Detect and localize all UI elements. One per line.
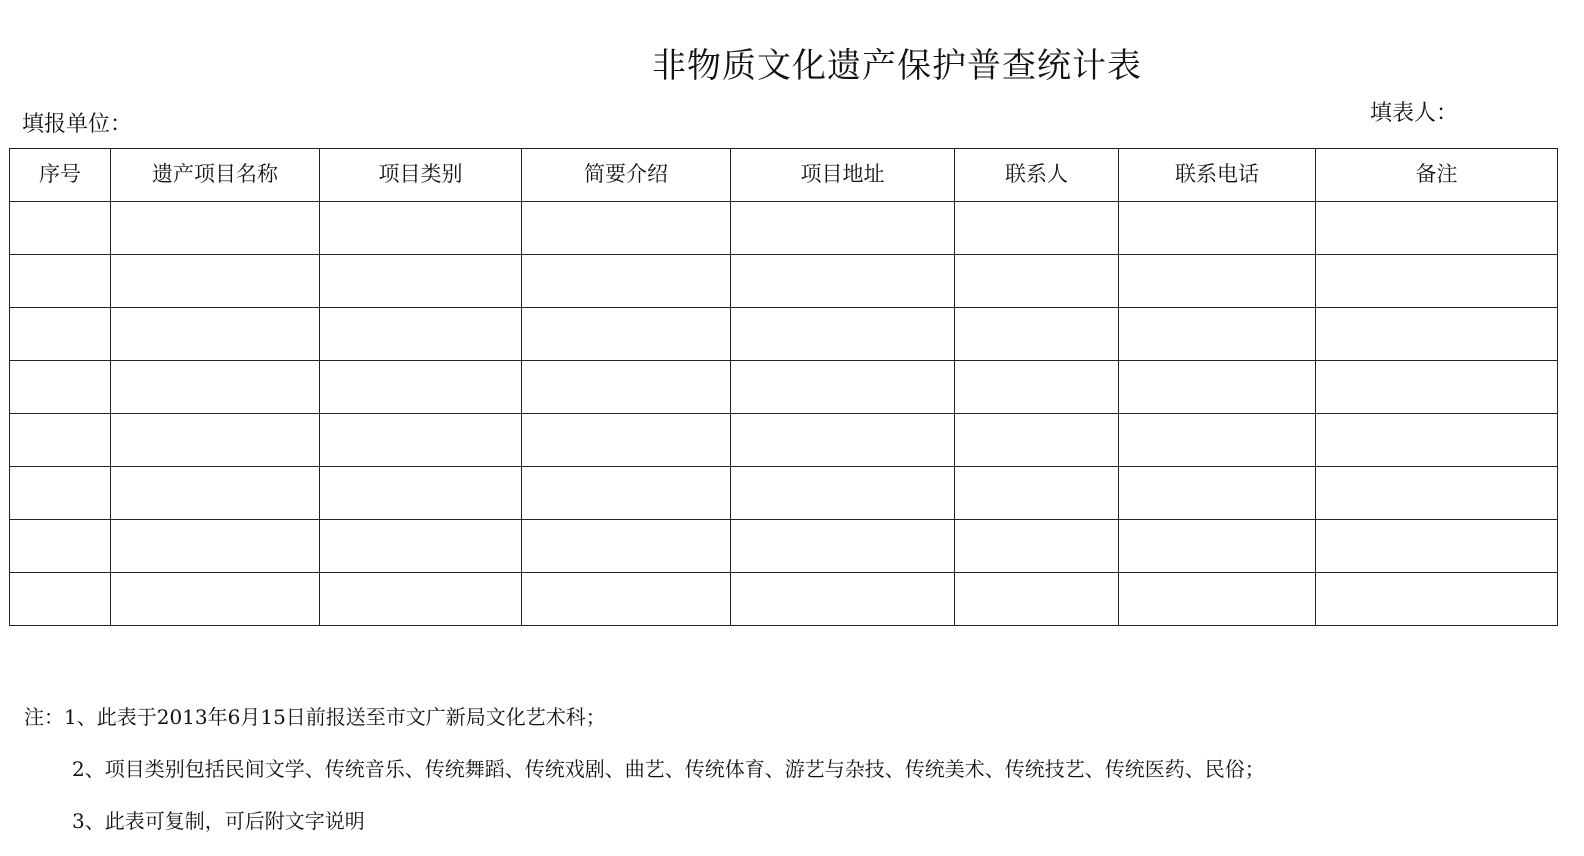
- table-row: [10, 308, 1558, 361]
- table-cell-address[interactable]: [731, 573, 955, 626]
- table-cell-introduction[interactable]: [522, 467, 731, 520]
- table-cell-index[interactable]: [10, 202, 111, 255]
- table-cell-heritage-name[interactable]: [111, 361, 320, 414]
- table-cell-category[interactable]: [320, 414, 522, 467]
- table-cell-index[interactable]: [10, 361, 111, 414]
- table-cell-introduction[interactable]: [522, 414, 731, 467]
- table-cell-category[interactable]: [320, 255, 522, 308]
- table-cell-remarks[interactable]: [1316, 202, 1558, 255]
- column-header-contact-person: 联系人: [955, 149, 1119, 202]
- table-cell-category[interactable]: [320, 361, 522, 414]
- table-cell-index[interactable]: [10, 414, 111, 467]
- reporting-unit-label: 填报单位：: [22, 112, 133, 137]
- column-header-phone: 联系电话: [1119, 149, 1316, 202]
- table-cell-heritage-name[interactable]: [111, 573, 320, 626]
- table-row: [10, 414, 1558, 467]
- table-cell-phone[interactable]: [1119, 414, 1316, 467]
- table-cell-contact-person[interactable]: [955, 520, 1119, 573]
- table-cell-contact-person[interactable]: [955, 573, 1119, 626]
- table-cell-category[interactable]: [320, 467, 522, 520]
- notes-section: [24, 700, 1265, 856]
- form-filler-label: 填表人：: [1370, 101, 1459, 126]
- column-header-index: 序号: [10, 149, 111, 202]
- table-cell-introduction[interactable]: [522, 308, 731, 361]
- table-row: [10, 255, 1558, 308]
- table-cell-category[interactable]: [320, 573, 522, 626]
- table-cell-heritage-name[interactable]: [111, 308, 320, 361]
- table-cell-remarks[interactable]: [1316, 520, 1558, 573]
- table-cell-heritage-name[interactable]: [111, 467, 320, 520]
- table-cell-remarks[interactable]: [1316, 255, 1558, 308]
- column-header-category: 项目类别: [320, 149, 522, 202]
- table-cell-phone[interactable]: [1119, 467, 1316, 520]
- table-header-row: [10, 149, 1558, 202]
- table-cell-address[interactable]: [731, 520, 955, 573]
- table-cell-phone[interactable]: [1119, 202, 1316, 255]
- table-cell-contact-person[interactable]: [955, 361, 1119, 414]
- table-cell-remarks[interactable]: [1316, 414, 1558, 467]
- table-cell-index[interactable]: [10, 573, 111, 626]
- table-row: [10, 520, 1558, 573]
- table-row: [10, 573, 1558, 626]
- note-line: 2、项目类别包括民间文学、传统音乐、传统舞蹈、传统戏剧、曲艺、传统体育、游艺与杂技、传统美术、传统技艺、传统医药、民俗；: [72, 757, 1265, 781]
- column-header-address: 项目地址: [731, 149, 955, 202]
- table-row: [10, 361, 1558, 414]
- table-cell-remarks[interactable]: [1316, 361, 1558, 414]
- table-cell-index[interactable]: [10, 255, 111, 308]
- table-cell-contact-person[interactable]: [955, 414, 1119, 467]
- column-header-remarks: 备注: [1316, 149, 1558, 202]
- table-cell-address[interactable]: [731, 467, 955, 520]
- table-cell-heritage-name[interactable]: [111, 520, 320, 573]
- page-title: 非物质文化遗产保护普查统计表: [652, 46, 1142, 86]
- table-cell-contact-person[interactable]: [955, 255, 1119, 308]
- table-cell-index[interactable]: [10, 520, 111, 573]
- table-cell-introduction[interactable]: [522, 255, 731, 308]
- table-cell-introduction[interactable]: [522, 202, 731, 255]
- table-row: [10, 202, 1558, 255]
- note-line: 3、此表可复制，可后附文字说明: [72, 809, 365, 833]
- table-cell-heritage-name[interactable]: [111, 414, 320, 467]
- table-row: [10, 467, 1558, 520]
- table-cell-heritage-name[interactable]: [111, 202, 320, 255]
- column-header-heritage-name: 遗产项目名称: [111, 149, 320, 202]
- table-cell-remarks[interactable]: [1316, 573, 1558, 626]
- table-cell-address[interactable]: [731, 202, 955, 255]
- table-cell-phone[interactable]: [1119, 520, 1316, 573]
- table-cell-phone[interactable]: [1119, 255, 1316, 308]
- table-cell-introduction[interactable]: [522, 573, 731, 626]
- table-cell-contact-person[interactable]: [955, 467, 1119, 520]
- survey-table: [9, 148, 1558, 626]
- table-cell-category[interactable]: [320, 520, 522, 573]
- table-cell-phone[interactable]: [1119, 573, 1316, 626]
- table-cell-category[interactable]: [320, 308, 522, 361]
- note-line: 注：1、此表于2013年6月15日前报送至市文广新局文化艺术科；: [24, 705, 606, 729]
- table-cell-remarks[interactable]: [1316, 467, 1558, 520]
- table-cell-phone[interactable]: [1119, 308, 1316, 361]
- table-cell-address[interactable]: [731, 308, 955, 361]
- column-header-introduction: 简要介绍: [522, 149, 731, 202]
- table-cell-introduction[interactable]: [522, 361, 731, 414]
- table-cell-contact-person[interactable]: [955, 202, 1119, 255]
- table-cell-address[interactable]: [731, 361, 955, 414]
- table-cell-index[interactable]: [10, 467, 111, 520]
- table-cell-category[interactable]: [320, 202, 522, 255]
- table-cell-contact-person[interactable]: [955, 308, 1119, 361]
- table-cell-heritage-name[interactable]: [111, 255, 320, 308]
- table-cell-index[interactable]: [10, 308, 111, 361]
- table-cell-phone[interactable]: [1119, 361, 1316, 414]
- table-cell-address[interactable]: [731, 414, 955, 467]
- table-cell-address[interactable]: [731, 255, 955, 308]
- table-cell-introduction[interactable]: [522, 520, 731, 573]
- table-cell-remarks[interactable]: [1316, 308, 1558, 361]
